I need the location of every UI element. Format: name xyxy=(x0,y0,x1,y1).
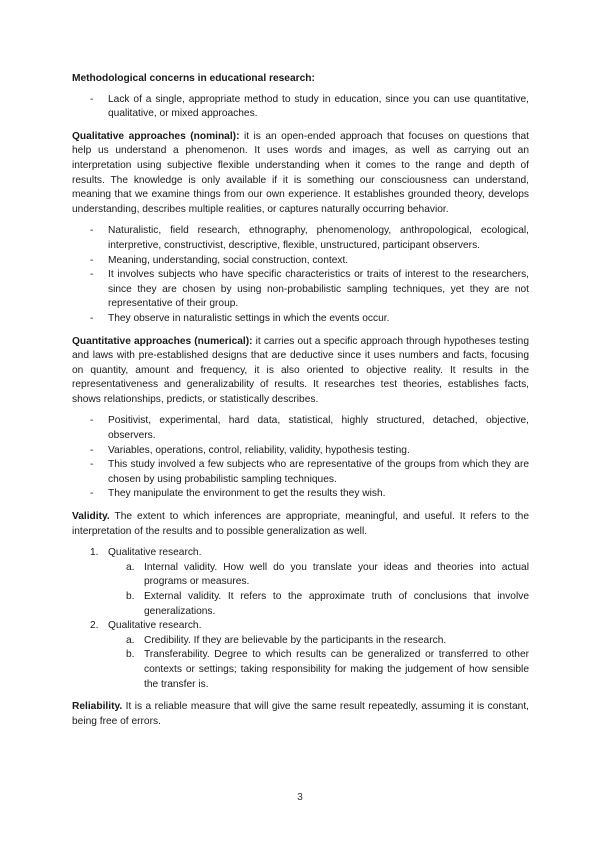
dash-marker: - xyxy=(90,312,94,324)
list-item: - Variables, operations, control, reliability, validity, hypothesis testing. xyxy=(72,444,529,459)
list-item: - They manipulate the environment to get the results they wish. xyxy=(72,487,529,502)
list-item: - They observe in naturalistic settings in which the events occur. xyxy=(72,312,529,327)
letter-marker: a. xyxy=(126,634,135,646)
list-item: - Lack of a single, appropriate method to study in education, since you can use quantitative, qualitative, or mixed approaches. xyxy=(90,93,529,120)
dash-marker: - xyxy=(90,225,94,237)
validity-term: Validity. xyxy=(72,511,110,523)
dash-marker: - xyxy=(90,444,94,456)
concerns-list xyxy=(72,93,529,122)
list-item: - Meaning, understanding, social construction, context. xyxy=(72,254,529,269)
sub-list xyxy=(108,561,529,619)
page-number: 3 xyxy=(297,792,303,803)
list-item: - It involves subjects who have specific characteristics or traits of interest to the researchers, since they are chosen by using non-probabilistic sampling techniques, yet they are not representative of their group. xyxy=(90,269,529,310)
qualitative-paragraph: Qualitative approaches (nominal): it is an open-ended approach that focuses on questions that help us understand a phenomenon. It uses words and images, as well as carrying out an interpretation using subjective flexible understanding when it comes to the range and depth of results. The knowledge is only available if it is something our consciousness can understand, meaning that we examine things from our own experience. It establishes grounded theory, develops understanding, describes multiple realities, or captures naturally occurring behavior. xyxy=(72,130,529,215)
list-item: - Naturalistic, field research, ethnography, phenomenology, anthropological, ecological, interpretive, constructivist, descriptive, flexible, unstructured, participant observers. xyxy=(90,225,529,251)
validity-paragraph: Validity. The extent to which inferences are appropriate, meaningful, and useful. It refers to the interpretation of the results and to possible generalization as well. xyxy=(72,511,529,537)
section-heading: Methodological concerns in educational research: xyxy=(72,73,315,84)
list-item: - Positivist, experimental, hard data, statistical, highly structured, detached, objective, observers. xyxy=(90,415,529,442)
validity-list xyxy=(72,546,529,692)
sub-item: a. Credibility. If they are believable by the participants in the research. xyxy=(108,634,529,649)
letter-marker: b. xyxy=(126,649,135,661)
numbered-item: 2. Qualitative research. a. Credibility. If they are believable by the participants in the research. b. Transferability. Degree to which results can be generalized or transferred to other contexts or settings; taking responsibility for making the judgement of how sensible the transfer is. xyxy=(72,619,529,692)
list-item: - This study involved a few subjects who are representative of the groups from which they are chosen by using probabilistic sampling techniques. xyxy=(90,459,529,485)
dash-marker: - xyxy=(90,459,94,471)
letter-marker: a. xyxy=(126,561,135,573)
number-marker: 1. xyxy=(90,547,99,559)
quantitative-list xyxy=(72,414,529,502)
sub-item: b. Transferability. Degree to which results can be generalized or transferred to other contexts or settings; taking responsibility for making the judgement of how sensible the transfer is. xyxy=(126,649,529,690)
dash-marker: - xyxy=(90,269,94,281)
dash-marker: - xyxy=(90,488,94,500)
sub-item: b. External validity. It refers to the approximate truth of conclusions that involve generalizations. xyxy=(126,591,529,617)
reliability-term: Reliability. xyxy=(72,701,123,713)
quantitative-paragraph: Quantitative approaches (numerical): it carries out a specific approach through hypotheses testing and laws with pre-established designs that are deductive since it uses numbers and facts, focusing on quantity, amount and frequency, it is also oriented to objective reality. It results in the representativeness and generalizability of results. It researches test theories, establishes facts, shows relationships, predicts, or statistically describes. xyxy=(72,335,529,405)
quantitative-term: Quantitative approaches (numerical): xyxy=(72,335,253,347)
dash-marker: - xyxy=(90,415,94,427)
dash-marker: - xyxy=(90,93,94,105)
number-marker: 2. xyxy=(90,620,99,632)
sub-list xyxy=(108,634,529,692)
dash-marker: - xyxy=(90,254,94,266)
numbered-item: 1. Qualitative research. a. Internal validity. How well do you translate your ideas and theories into actual programs or measures. b. External validity. It refers to the approximate truth of conclusions that involve generalizations. xyxy=(72,546,529,619)
document-page xyxy=(72,72,529,736)
letter-marker: b. xyxy=(126,591,135,602)
sub-item: a. Internal validity. How well do you translate your ideas and theories into actual programs or measures. xyxy=(126,561,529,588)
reliability-paragraph: Reliability. It is a reliable measure that will give the same result repeatedly, assuming it is constant, being free of errors. xyxy=(72,701,529,727)
qualitative-list xyxy=(72,224,529,326)
qualitative-term: Qualitative approaches (nominal): xyxy=(72,130,240,142)
